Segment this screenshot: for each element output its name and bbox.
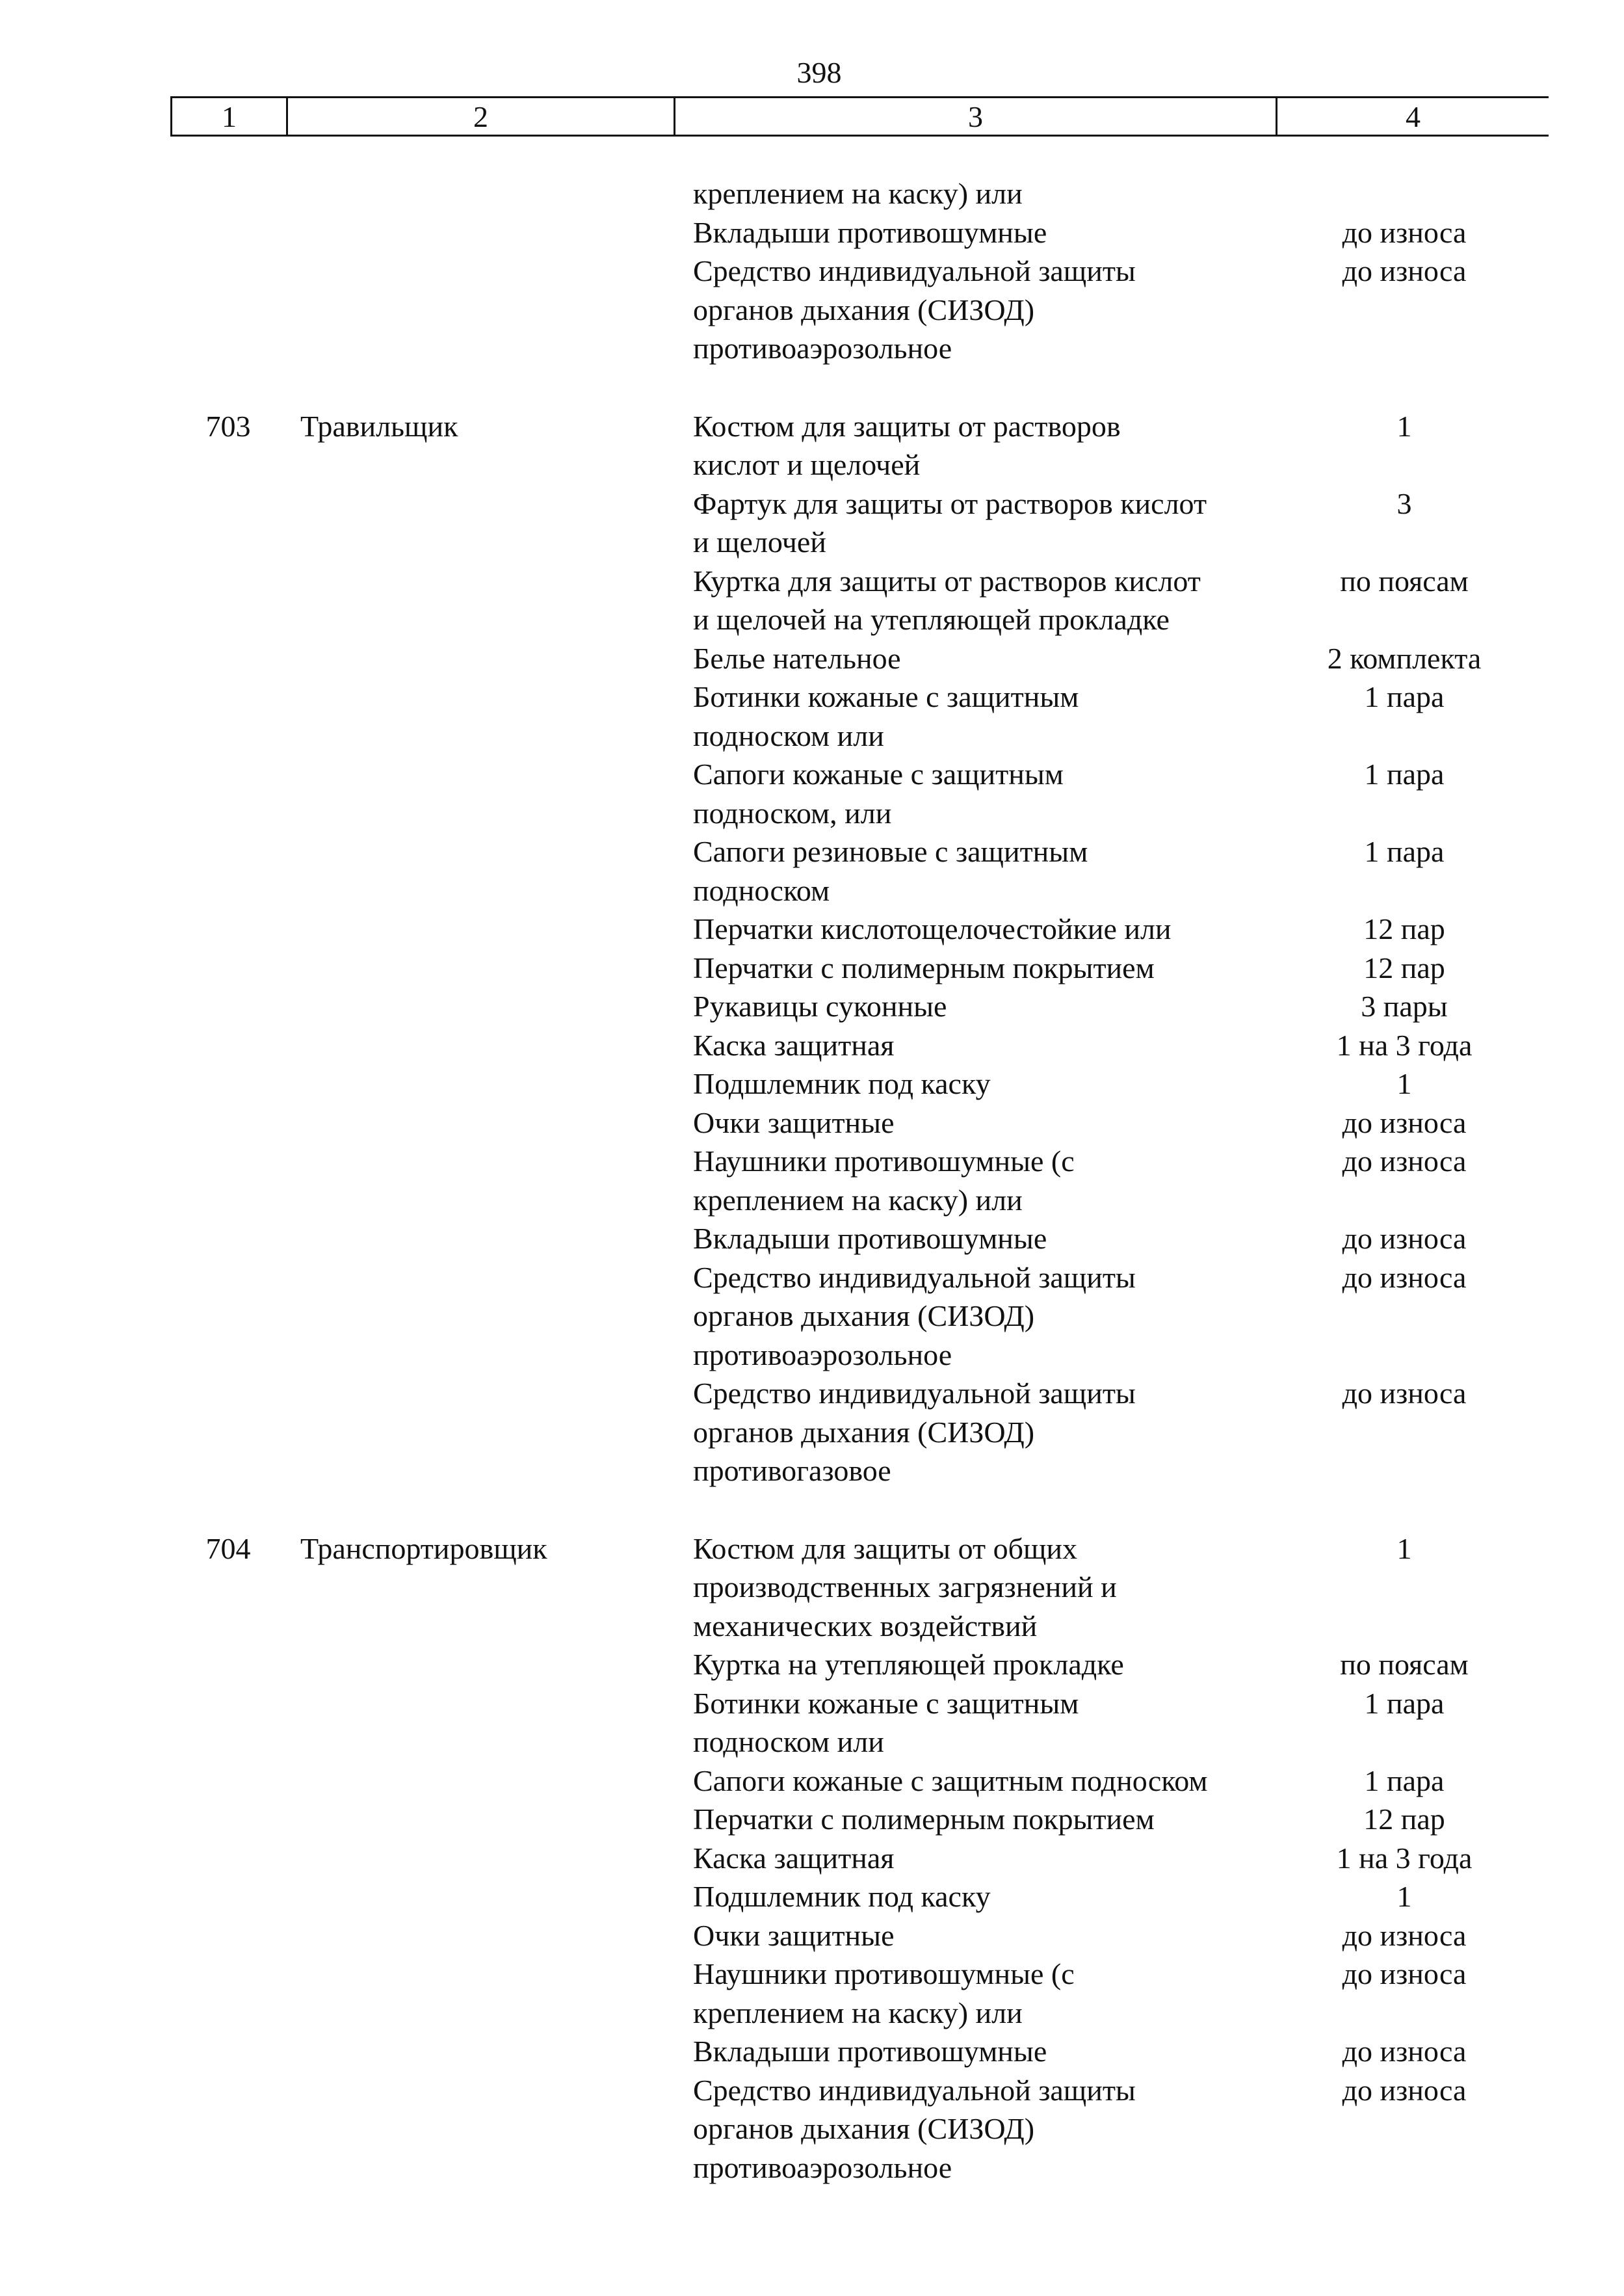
profession-group (0, 407, 1624, 1490)
ppe-item-name: Сапоги кожаные с защитным подноском, или (693, 758, 1064, 830)
ppe-item-row (693, 1064, 1564, 1103)
ppe-item-quantity: 1 пара (1364, 680, 1445, 713)
ppe-item-quantity: 2 комплекта (1327, 641, 1482, 675)
page-number: 398 (796, 56, 842, 89)
ppe-item-name: Сапоги кожаные с защитным подноском (693, 1763, 1208, 1797)
ppe-item-quantity: 1 пара (1364, 835, 1445, 868)
ppe-item-row (693, 1762, 1564, 1801)
ppe-item-name: Рукавицы суконные (693, 990, 947, 1023)
ppe-item-row (693, 832, 1564, 910)
ppe-item-name: Средство индивидуальной защиты органов дыхания (СИЗОД) противоаэрозольное (693, 1260, 1136, 1371)
ppe-item-quantity: до износа (1342, 1105, 1467, 1139)
ppe-item-name: Куртка для защиты от растворов кислот и щелочей на утепляющей прокладке (693, 564, 1201, 636)
ppe-item-name: Костюм для защиты от растворов кислот и щелочей (693, 409, 1121, 481)
ppe-item-name: Очки защитные (693, 1918, 895, 1952)
table-header (170, 96, 1549, 137)
profession-code: 703 (205, 409, 251, 443)
ppe-item-quantity: по поясам (1340, 1648, 1469, 1681)
ppe-item-name: Перчатки с полимерным покрытием (693, 951, 1155, 984)
header-col-4: 4 (1406, 99, 1421, 133)
ppe-item-quantity: 1 (1396, 409, 1412, 443)
ppe-item-row (693, 1916, 1564, 1955)
ppe-item-row (693, 1026, 1564, 1065)
ppe-item-quantity: 1 пара (1364, 758, 1445, 791)
ppe-item-quantity: до износа (1342, 215, 1467, 249)
ppe-item-name: Куртка на утепляющей прокладке (693, 1648, 1124, 1681)
ppe-item-quantity: 12 пар (1363, 912, 1445, 945)
ppe-item-name: Вкладыши противошумные (693, 215, 1047, 249)
ppe-items-list (693, 174, 1564, 368)
ppe-item-row (693, 484, 1564, 562)
profession-group (0, 174, 1624, 368)
ppe-item-row (693, 1800, 1564, 1839)
ppe-item-quantity: до износа (1342, 1222, 1467, 1255)
ppe-item-row (693, 1219, 1564, 1258)
ppe-item-row (693, 1955, 1564, 2032)
ppe-item-row (693, 1142, 1564, 1219)
ppe-item-quantity: 1 (1396, 1531, 1412, 1565)
ppe-item-name: Подшлемник под каску (693, 1880, 991, 1913)
ppe-item-quantity: до износа (1342, 1260, 1467, 1294)
ppe-item-row (693, 1839, 1564, 1878)
profession-group (0, 1529, 1624, 2187)
ppe-item-quantity: до износа (1342, 1918, 1467, 1952)
ppe-item-row (693, 755, 1564, 832)
header-col-2: 2 (288, 98, 675, 135)
ppe-item-name: Ботинки кожаные с защитным подноском или (693, 1686, 1079, 1758)
ppe-item-row (693, 1258, 1564, 1375)
ppe-item-name: Наушники противошумные (с креплением на каску) или (693, 1957, 1075, 2029)
ppe-item-row (693, 407, 1564, 484)
ppe-item-quantity: до износа (1342, 2073, 1467, 2107)
profession-name: Травильщик (300, 409, 458, 443)
ppe-item-quantity: 12 пар (1363, 1802, 1445, 1836)
ppe-item-quantity: 12 пар (1363, 951, 1445, 984)
ppe-items-list (693, 407, 1564, 1490)
ppe-item-quantity: 1 (1396, 1880, 1412, 1913)
ppe-item-row (693, 1374, 1564, 1490)
ppe-item-row (693, 910, 1564, 949)
ppe-item-name: Очки защитные (693, 1105, 895, 1139)
ppe-item-row (693, 987, 1564, 1026)
table-body (0, 174, 1624, 2226)
ppe-item-row (693, 2032, 1564, 2071)
ppe-item-name: Костюм для защиты от общих производственных загрязнений и механических воздействий (693, 1531, 1117, 1643)
ppe-item-name: Вкладыши противошумные (693, 1222, 1047, 1255)
ppe-item-row (693, 174, 1564, 213)
ppe-item-name: Вкладыши противошумные (693, 2035, 1047, 2068)
ppe-item-row (693, 213, 1564, 252)
ppe-item-name: Наушники противошумные (с креплением на каску) или (693, 1144, 1075, 1217)
ppe-item-quantity: до износа (1342, 1957, 1467, 1990)
ppe-item-quantity: 1 на 3 года (1336, 1028, 1473, 1062)
ppe-item-quantity: до износа (1342, 254, 1467, 287)
ppe-item-name: Белье нательное (693, 641, 901, 675)
ppe-item-name: Средство индивидуальной защиты органов дыхания (СИЗОД) противоаэрозольное (693, 2073, 1136, 2184)
ppe-item-name: Средство индивидуальной защиты органов дыхания (СИЗОД) противоаэрозольное (693, 254, 1136, 365)
ppe-items-list (693, 1529, 1564, 2187)
ppe-item-name: Ботинки кожаные с защитным подноском или (693, 680, 1079, 752)
ppe-item-name: Средство индивидуальной защиты органов дыхания (СИЗОД) противогазовое (693, 1377, 1136, 1487)
ppe-item-row (693, 639, 1564, 678)
ppe-item-row (693, 1645, 1564, 1684)
ppe-item-quantity: 3 (1396, 486, 1412, 520)
ppe-item-name: Каска защитная (693, 1841, 895, 1875)
ppe-item-row (693, 678, 1564, 755)
ppe-item-quantity: 1 пара (1364, 1763, 1445, 1797)
ppe-item-quantity: по поясам (1340, 564, 1469, 598)
profession-code: 704 (205, 1531, 251, 1565)
ppe-item-name: Фартук для защиты от растворов кислот и щелочей (693, 486, 1207, 559)
ppe-item-row (693, 1529, 1564, 1646)
ppe-item-quantity: до износа (1342, 1377, 1467, 1410)
ppe-item-quantity: 3 пары (1361, 990, 1448, 1023)
ppe-item-row (693, 1103, 1564, 1142)
ppe-item-name: Перчатки с полимерным покрытием (693, 1802, 1155, 1836)
ppe-item-name: Сапоги резиновые с защитным подноском (693, 835, 1088, 907)
ppe-item-row (693, 562, 1564, 639)
ppe-item-name: Перчатки кислотощелочестойкие или (693, 912, 1172, 945)
ppe-item-row (693, 1684, 1564, 1762)
ppe-item-name: Подшлемник под каску (693, 1067, 991, 1100)
ppe-item-row (693, 252, 1564, 368)
profession-name: Транспортировщик (300, 1531, 547, 1565)
header-col-1: 1 (172, 98, 288, 135)
ppe-item-quantity: 1 (1396, 1067, 1412, 1100)
ppe-item-quantity: до износа (1342, 2035, 1467, 2068)
ppe-item-quantity: до износа (1342, 1144, 1467, 1178)
ppe-item-row (693, 949, 1564, 988)
ppe-item-row (693, 2071, 1564, 2187)
ppe-item-row (693, 1877, 1564, 1916)
ppe-item-quantity: 1 на 3 года (1336, 1841, 1473, 1875)
ppe-item-quantity: 1 пара (1364, 1686, 1445, 1720)
ppe-item-name: креплением на каску) или (693, 177, 1023, 210)
ppe-item-name: Каска защитная (693, 1028, 895, 1062)
header-col-3: 3 (675, 98, 1277, 135)
